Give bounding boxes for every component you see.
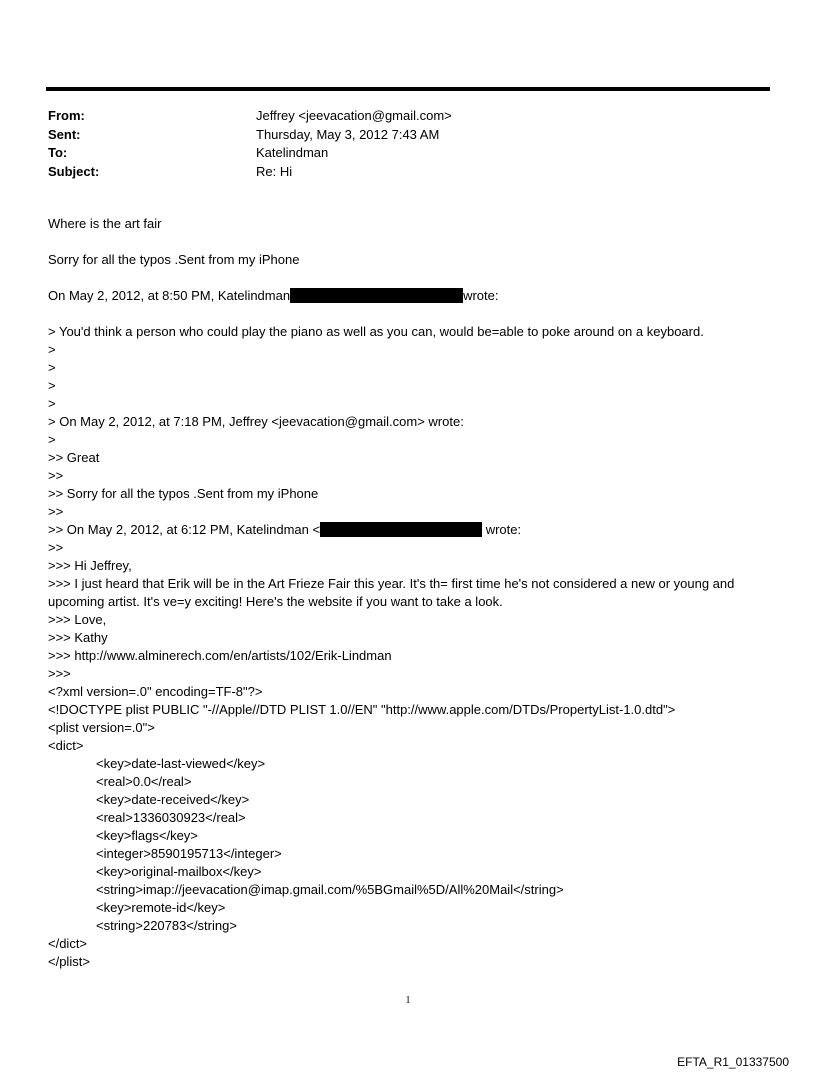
subject-value: Re: Hi: [256, 163, 293, 179]
quote-intro-text: On May 2, 2012, at 8:50 PM, Katelindman: [48, 288, 291, 303]
redaction-box: [320, 522, 482, 537]
sent-label: Sent:: [48, 126, 81, 142]
xml-line: <string>220783</string>: [96, 918, 237, 933]
redaction-box: [290, 288, 463, 303]
document-id: EFTA_R1_01337500: [677, 1055, 789, 1069]
page-number: 1: [405, 995, 411, 1006]
email-header: [48, 107, 452, 181]
quoted-intro-line: [48, 521, 770, 539]
quote-intro-wrote: wrote:: [463, 288, 499, 303]
to-value: Katelindman: [256, 145, 329, 160]
quoted-line: >>: [48, 540, 64, 555]
quoted-intro-text: >> On May 2, 2012, at 6:12 PM, Katelindman <: [48, 522, 321, 537]
quoted-line: >>: [48, 504, 64, 519]
xml-line: <key>original-mailbox</key>: [96, 864, 262, 879]
quoted-line: >>> I just heard that Erik will be in the Art Frieze Fair this year. It's th= first time he's not considered a new or young and upcoming artist. It's ve=y exciting! Here's the website if you want to take a look.: [48, 576, 735, 609]
quoted-line: >: [48, 396, 56, 411]
quoted-line: >: [48, 360, 56, 375]
quoted-line: >>>: [48, 666, 71, 681]
xml-line: <plist version=.0">: [48, 720, 155, 735]
xml-line: <integer>8590195713</integer>: [96, 846, 282, 861]
xml-line: <key>remote-id</key>: [96, 900, 226, 915]
quoted-line: >>: [48, 468, 64, 483]
quote-intro-line: [48, 287, 770, 305]
xml-line: <dict>: [48, 738, 84, 753]
xml-line: </dict>: [48, 936, 88, 951]
quoted-line: >: [48, 342, 56, 357]
xml-line: </plist>: [48, 954, 90, 969]
quoted-line: >> Great: [48, 450, 100, 465]
subject-label: Subject:: [48, 163, 100, 179]
quoted-line: > You'd think a person who could play the piano as well as you can, would be=able to poke around on a keyboard.: [48, 324, 704, 339]
xml-line: <!DOCTYPE plist PUBLIC "-//Apple//DTD PLIST 1.0//EN" "http://www.apple.com/DTDs/PropertyList-1.0.dtd">: [48, 702, 676, 717]
xml-line: <key>flags</key>: [96, 828, 198, 843]
to-label: To:: [48, 145, 68, 160]
xml-line: <?xml version=.0" encoding=TF-8"?>: [48, 684, 263, 699]
to-row: [48, 144, 452, 163]
sent-row: [48, 126, 452, 145]
email-body: [48, 215, 770, 971]
body-line: Where is the art fair: [48, 216, 162, 231]
subject-row: [48, 163, 452, 182]
xml-line: <key>date-received</key>: [96, 792, 250, 807]
quoted-line: >>> Kathy: [48, 630, 108, 645]
sent-value: Thursday, May 3, 2012 7:43 AM: [256, 126, 440, 142]
from-label: From:: [48, 108, 85, 123]
header-rule: [46, 87, 770, 91]
xml-line: <real>0.0</real>: [96, 774, 192, 789]
quoted-line: >>> Hi Jeffrey,: [48, 558, 132, 573]
from-row: [48, 107, 452, 126]
quoted-line: > On May 2, 2012, at 7:18 PM, Jeffrey <jeevacation@gmail.com> wrote:: [48, 414, 464, 429]
from-value: Jeffrey <jeevacation@gmail.com>: [256, 108, 452, 123]
xml-line: <key>date-last-viewed</key>: [96, 756, 266, 771]
xml-line: <string>imap://jeevacation@imap.gmail.com/%5BGmail%5D/All%20Mail</string>: [96, 882, 564, 897]
quoted-line: >>> Love,: [48, 612, 107, 627]
body-line: Sorry for all the typos .Sent from my iPhone: [48, 252, 300, 267]
quoted-link-line: >>> http://www.alminerech.com/en/artists/102/Erik-Lindman: [48, 648, 392, 663]
quoted-line: >: [48, 432, 56, 447]
xml-line: <real>1336030923</real>: [96, 810, 246, 825]
quoted-intro-wrote: wrote:: [482, 522, 522, 537]
quoted-line: >> Sorry for all the typos .Sent from my iPhone: [48, 486, 319, 501]
quoted-line: >: [48, 378, 56, 393]
